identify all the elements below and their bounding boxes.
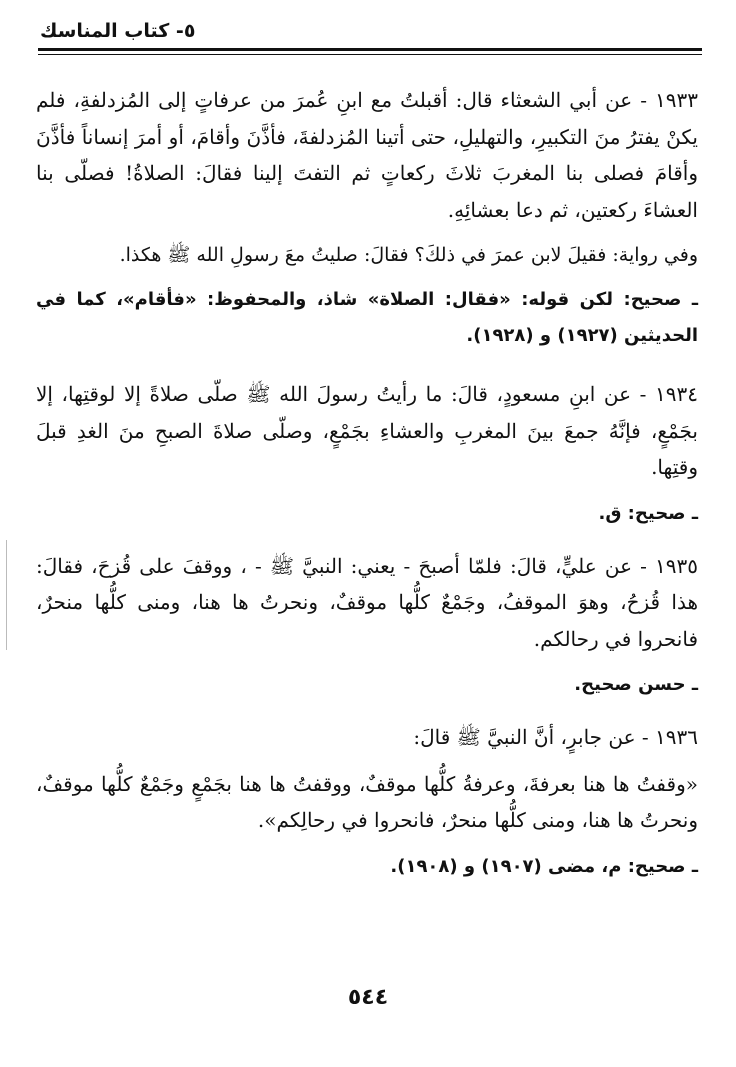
header-rule-thick (38, 48, 702, 51)
hadith-1935: ١٩٣٥ - عن عليٍّ، قالَ: فلمّا أصبحَ - يعني: النبيَّ ﷺ - ، ووقفَ على قُزحَ، فقالَ: هذا قُزحُ، وهوَ الموقفُ، وجَمْعٌ كلُّها موقفٌ، ونحرتُ ها هنا، ومنى كلُّها منحرٌ، فانحروا في رحالكم. (36, 553, 698, 651)
hadith-1933: ١٩٣٣ - عن أبي الشعثاء قال: أقبلتُ مع ابنِ عُمرَ من عرفاتٍ إلى المُزدلفةِ، فلم يكنْ يفترُ منَ التكبيرِ، والتهليلِ، حتى أتينا المُزدلفةَ، فأذَّنَ وأقامَ، أو أمرَ إنساناً فأذَّنَ وأقامَ فصلى بنا المغربَ ثلاثَ ركعاتٍ ثم التفتَ إلينا فقالَ: الصلاةُ! فصلّى بنا العشاءَ ركعتين، ثم دعا بعشائِهِ. (36, 88, 699, 222)
hadith-1936: ١٩٣٦ - عن جابرٍ، أنَّ النبيَّ ﷺ قالَ: (413, 725, 698, 749)
running-header (40, 14, 696, 48)
hadith-1934-grade: ـ صحيح: ق. (598, 502, 698, 524)
page-content (36, 82, 698, 885)
hadith-1933-grade: ـ صحيح: لكن قوله: «فقال: الصلاة» شاذ، والمحفوظ: «فأقام»، كما في الحديثين (١٩٢٧) و (١٩٢٨). (36, 289, 698, 346)
chapter-title: ٥- كتاب المناسك (40, 20, 196, 42)
scan-margin-mark (6, 540, 7, 650)
hadith-1936-quote: «وقفتُ ها هنا بعرفةَ، وعرفةُ كلُّها موقفٌ، ووقفتُ ها هنا بجَمْعٍ وجَمْعٌ كلُّها موقفٌ، ونحرتُ ها هنا، ومنى كلُّها منحرٌ، فانحروا في رحالِكم». (36, 771, 698, 832)
hadith-1936-grade: ـ صحيح: م، مضى (١٩٠٧) و (١٩٠٨). (390, 855, 698, 877)
page-number: ٥٤٤ (347, 985, 389, 1010)
hadith-1933-narration: وفي رواية: فقيلَ لابن عمرَ في ذلكَ؟ فقالَ: صليتُ معَ رسولِ الله ﷺ هكذا. (119, 244, 698, 266)
hadith-1935-grade: ـ حسن صحيح. (574, 674, 698, 695)
header-rule-thin (38, 54, 702, 55)
hadith-1934: ١٩٣٤ - عن ابنِ مسعودٍ، قالَ: ما رأيتُ رسولَ الله ﷺ صلّى صلاةً إلا لوقتِها، إلا بجَمْعٍ، فإنَّهُ جمعَ بينَ المغربِ والعشاءِ بجَمْعٍ، وصلّى صلاةَ الصبحِ منَ الغدِ قبلَ وقتِها. (36, 382, 698, 479)
